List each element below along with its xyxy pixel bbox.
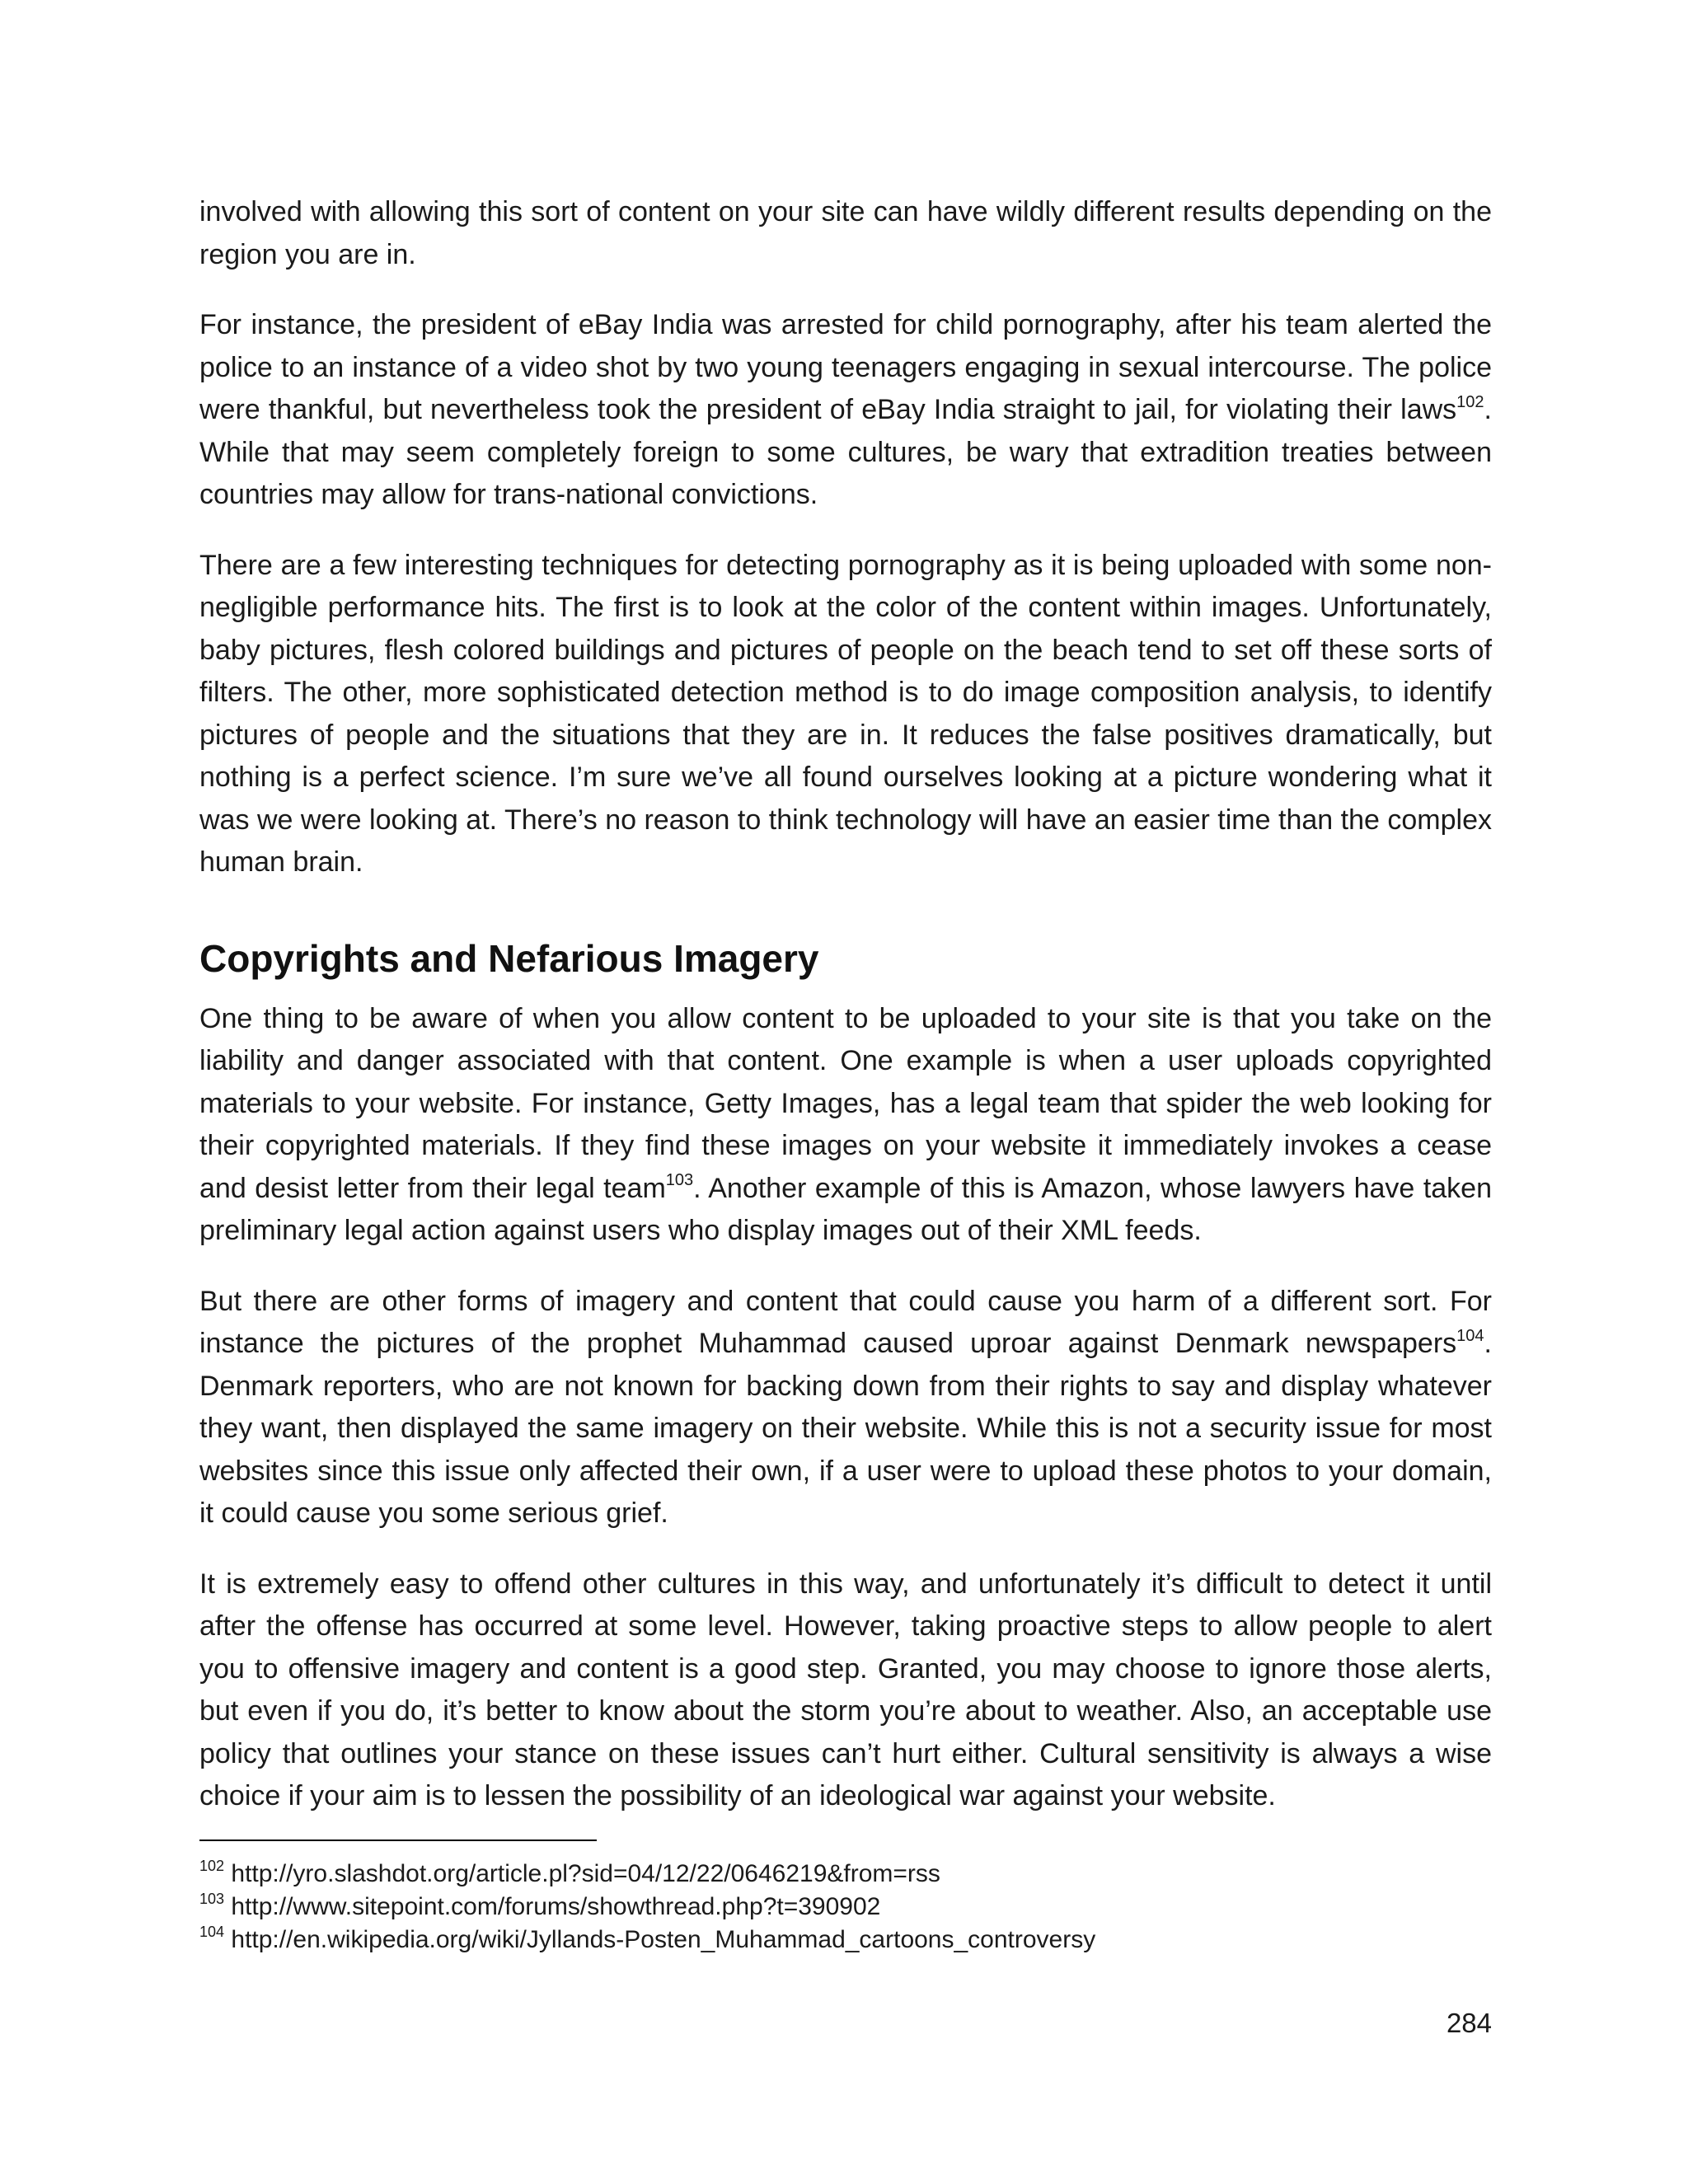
footnote-link[interactable]: http://yro.slashdot.org/article.pl?sid=04/12/22/0646219&from=rss xyxy=(231,1859,940,1887)
paragraph-text: . Denmark reporters, who are not known for backing down from their rights to say and display whatever they want, then displayed the same imagery on their website. While this is not a security issue for most websites since this issue only affected their own, if a user were to upload these photos to your domain, it could cause you some serious grief. xyxy=(199,1328,1492,1529)
page-body xyxy=(199,191,1492,1957)
footnote-divider xyxy=(199,1840,597,1841)
footnote-ref-102[interactable]: 102 xyxy=(1456,392,1484,411)
paragraph-cultural-sensitivity: It is extremely easy to offend other cultures in this way, and unfortunately it’s difficult to detect it until after the offense has occurred at some level. However, taking proactive steps to allow people to alert you to offensive imagery and content is a good step. Granted, you may choose to ignore those alerts, but even if you do, it’s better to know about the storm you’re about to weather. Also, an acceptable use policy that outlines your stance on these issues can’t hurt either. Cultural sensitivity is always a wise choice if your aim is to lessen the possibility of an ideological war against your website. xyxy=(199,1568,1492,1811)
footnote-103 xyxy=(199,1891,1492,1924)
footnote-number: 103 xyxy=(199,1890,225,1907)
paragraph-text: But there are other forms of imagery and content that could cause you harm of a different sort. For instance the pictures of the prophet Muhammad caused uproar against Denmark newspapers xyxy=(199,1285,1492,1359)
footnote-ref-103[interactable]: 103 xyxy=(665,1171,694,1190)
footnote-link[interactable]: http://www.sitepoint.com/forums/showthread.php?t=390902 xyxy=(231,1892,881,1920)
footnote-link[interactable]: http://en.wikipedia.org/wiki/Jyllands-Posten_Muhammad_cartoons_controversy xyxy=(231,1925,1096,1953)
footnotes xyxy=(199,1858,1492,1957)
footnote-number: 102 xyxy=(199,1857,225,1874)
footnote-ref-104[interactable]: 104 xyxy=(1456,1326,1484,1345)
paragraph-intro-continuation: involved with allowing this sort of content on your site can have wildly different results depending on the region you are in. xyxy=(199,196,1492,270)
page-number: 284 xyxy=(1446,2008,1492,2038)
paragraph-ebay-india xyxy=(199,304,1492,517)
footnote-102 xyxy=(199,1858,1492,1891)
paragraph-text: For instance, the president of eBay India was arrested for child pornography, after his team alerted the police to an instance of a video shot by two young teenagers engaging in sexual intercourse. The police were thankful, but nevertheless took the president of eBay India straight to jail, for violating their laws xyxy=(199,309,1492,425)
paragraph-other-imagery xyxy=(199,1281,1492,1535)
paragraph-copyright-liability xyxy=(199,998,1492,1253)
paragraph-detection-techniques: There are a few interesting techniques for detecting pornography as it is being uploaded with some non-negligible performance hits. The first is to look at the color of the content within images. Unfortunately, baby pictures, flesh colored buildings and pictures of people on the beach tend to set off these sorts of filters. The other, more sophisticated detection method is to do image composition analysis, to identify pictures of people and the situations that they are in. It reduces the false positives dramatically, but nothing is a perfect science. I’m sure we’ve all found ourselves looking at a picture wondering what it was we were looking at. There’s no reason to think technology will have an easier time than the complex human brain. xyxy=(199,549,1492,878)
paragraph-text: . While that may seem completely foreign to some cultures, be wary that extradition treaties between countries may allow for trans-national convictions. xyxy=(199,394,1492,510)
paragraph-text: . Another example of this is Amazon, whose lawyers have taken preliminary legal action against users who display images out of their XML feeds. xyxy=(199,1172,1492,1246)
footnote-number: 104 xyxy=(199,1923,225,1940)
footnote-104 xyxy=(199,1924,1492,1957)
paragraph-text: One thing to be aware of when you allow content to be uploaded to your site is that you take on the liability and danger associated with that content. One example is when a user uploads copyrighted materials to your website. For instance, Getty Images, has a legal team that spider the web looking for their copyrighted materials. If they find these images on your website it immediately invokes a cease and desist letter from their legal team xyxy=(199,1002,1492,1204)
section-heading: Copyrights and Nefarious Imagery xyxy=(199,936,819,980)
